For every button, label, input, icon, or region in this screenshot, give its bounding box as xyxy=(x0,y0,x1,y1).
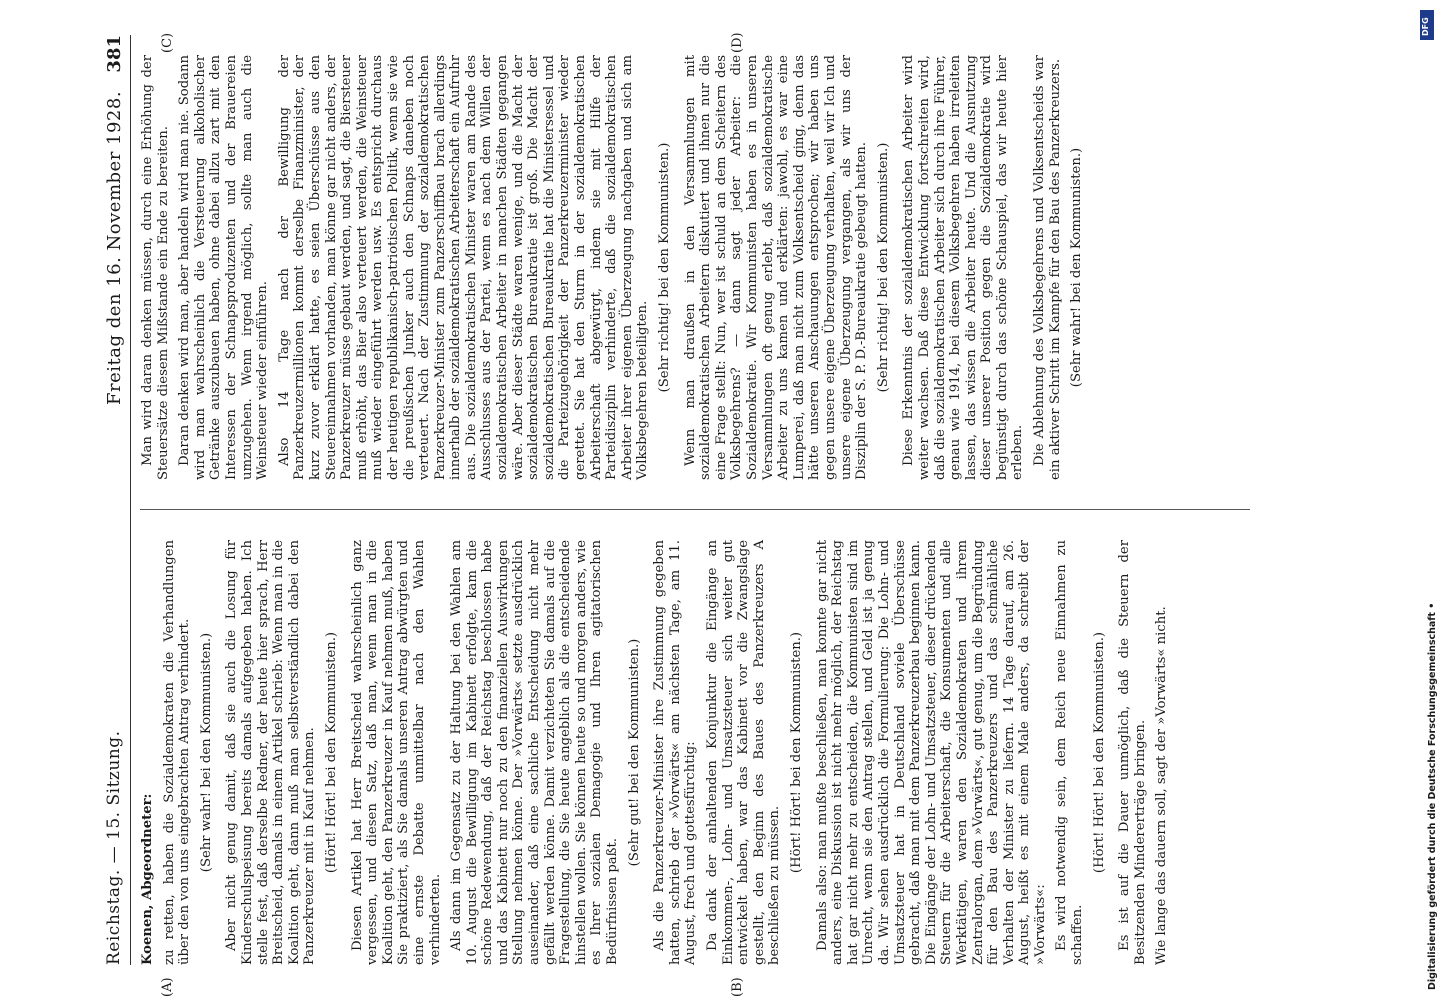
paragraph: Aber nicht genug damit, daß sie auch die Losung für Kinderschulspeisung bereits damals aufgegeben haben. Ich stelle fest, daß derselbe Redner, der heute hier sprach, Herr Breitscheid, damals in einem Artikel schrieb: Wenn man in die Koalition geht, dann muß man selbstverständlich dabei den Panzerkreuzer mit in Kauf nehmen. xyxy=(224,540,318,965)
paragraph: Damals also: man mußte beschließen, man konnte gar nicht anders, eine Diskussion ist nicht mehr möglich, der Reichstag hat gar nicht mehr zu entscheiden, die Kommunisten sind im Unrecht, wenn sie den Antrag stellen, und Geld ist ja genug da. Wir sehen ausdrücklich die Formulierung: Die Lohn- und Umsatzsteuer hat in Deutschland soviele Überschüsse gebracht, daß man mit dem Panzerkreuzerbau beginnen kann. Die Eingänge der Lohn- und Umsatzsteuer, dieser drückenden Steuern für die Arbeiterschaft, die Konsumenten und alle Werktätigen, waren den Sozialdemokraten und ihrem Zentralorgan, dem »Vorwärts«, gut genug, um die Begründung für den Bau des Panzerkreuzers und das schmähliche Verhalten der Minister zu liefern. 14 Tage darauf, am 26. August, heißt es mit einem Male anders, da schreibt der »Vorwärts«: xyxy=(814,540,1048,965)
interjection: (Hört! Hört! bei den Kommunisten.) xyxy=(1091,631,1107,874)
paragraph: Als dann im Gegensatz zu der Haltung bei den Wahlen am 10. August die Bewilligung im Kabinett erfolgte, kam die schöne Redewendung, daß der Reichstag beschlossen habe und das Kabinett nur noch zu den finanziellen Auswirkungen Stellung nehmen könne. Der »Vorwärts« setzte ausdrücklich auseinander, daß eine sachliche Entscheidung nicht mehr gefällt werden könne. Damit verzichteten Sie damals auf die Fragestellung, die Sie heute angeblich als die entscheidende hinstellen wollen. Sie können heute so und morgen anders, wie es Ihrer sozialen Demagogie und Ihren agitatorischen Bedürfnissen paßt. xyxy=(449,540,621,965)
rotated-page xyxy=(100,32,1310,997)
paragraph: zu retten, haben die Sozialdemokraten die Verhandlungen über den von uns eingebrachten Antrag verhindert. xyxy=(161,540,193,965)
header-rule xyxy=(130,35,131,965)
quotation: Man wird daran denken müssen, durch eine Erhöhung der Steuersätze diesem Mißstande ein Ende zu bereiten. xyxy=(140,55,171,480)
session-date: Freitag den 16. November 1928. xyxy=(104,90,125,405)
margin-marker-b: (B) xyxy=(730,977,745,997)
paragraph: Als die Panzerkreuzer-Minister ihre Zustimmung gegeben hatten, schrieb der »Vorwärts« am nächsten Tage, am 11. August, frech und gottesfürchtig: xyxy=(652,540,699,965)
quotation: Da dank der anhaltenden Konjunktur die Eingänge an Einkommen-, Lohn- und Umsatzsteuer sich weiter gut entwickelt haben, war das Kabinett vor die Zwangslage gestellt, den Beginn des Baues des Panzerkreuzers A beschließen zu müssen. xyxy=(705,540,783,965)
interjection: (Hört! Hört! bei den Kommunisten.) xyxy=(323,631,339,874)
paragraph: Diesen Artikel hat Herr Breitscheid wahrscheinlich ganz vergessen, und diesen Satz, daß man, wenn man in die Koalition geht, den Panzerkreuzer in Kauf nehmen muß, haben Sie praktiziert, als Sie damals unseren Antrag abwürgten und eine ernste Debatte unmittelbar nach den Wahlen verhinderten. xyxy=(349,540,443,965)
quotation: Es wird notwendig sein, dem Reich neue Einnahmen zu schaffen. xyxy=(1054,540,1086,965)
digitization-stamp xyxy=(1405,10,1438,990)
paragraph: Also 14 Tage nach der Bewilligung der Panzerkreuzermillionen kommt derselbe Finanzminister, der kurz zuvor erklärt hatte, es seien Überschüsse aus den Steuereinnahmen vorhanden, man könne gar nicht anders, der Panzerkreuzer müsse gebaut werden, und sagt, die Biersteuer muß erhöht, das Bier also verteuert werden, die Weinsteuer muß wieder eingeführt werden usw. Es entspricht durchaus der heutigen republikanisch-patriotischen Politik, wenn sie wie die preußischen Junker auch den Schnaps daneben noch verteuert. Nach der Zustimmung der sozialdemokratischen Panzerkreuzer-Minister zum Panzerschiffbau brach allerdings innerhalb der sozialdemokratischen Arbeiterschaft ein Aufruhr aus. Die sozialdemokratischen Minister waren am Rande des Ausschlusses aus der Partei, wenn es nach dem Willen der sozialdemokratischen Arbeiter in manchen Städten gegangen wäre. Aber dieser Städte waren wenige, und die Macht der sozialdemokratischen Bureaukratie ist groß. Die Macht der sozialdemokratischen Bureaukratie hat die Ministersessel und die Parteizugehörigkeit der Panzerkreuzerminister wieder gerettet. Sie hat den Sturm in der sozialdemokratischen Arbeiterschaft abgewürgt, indem sie mit Hilfe der Parteidisziplin verhinderte, daß die sozialdemokratischen Arbeiter ihrer eigenen Überzeugung nachgaben und sich am Volksbegehren beteiligten. xyxy=(276,55,651,480)
paragraph: Die Ablehnung des Volksbegehrens und Volksentscheids war ein aktiver Schritt im Kampfe für den Bau des Panzerkreuzers. xyxy=(1032,55,1063,480)
paragraph: Diese Erkenntnis der sozialdemokratischen Arbeiter wird weiter wachsen. Daß diese Entwicklung fortschreiten wird, daß die sozialdemokratischen Arbeiter sich durch ihre Führer, genau wie 1914, bei diesem Volksbegehren haben irreleiten lassen, das wissen die Arbeiter heute. Und die Ausnutzung dieser unserer Position gegen die Sozialdemokratie wird begünstigt durch das schöne Schauspiel, das wir heute hier erleben. xyxy=(901,55,1026,480)
left-column xyxy=(140,540,1176,965)
interjection: (Sehr wahr! bei den Kommunisten.) xyxy=(198,632,214,873)
right-column xyxy=(140,55,1095,480)
interjection: (Sehr gut! bei den Kommunisten.) xyxy=(626,638,642,867)
paragraph: Wie lange das dauern soll, sagt der »Vorwärts« nicht. xyxy=(1154,606,1170,965)
interjection: (Hört! Hört! bei den Kommunisten.) xyxy=(788,631,804,874)
page-number: 381 xyxy=(104,35,125,73)
interjection: (Sehr richtig! bei den Kommunisten.) xyxy=(657,142,672,393)
margin-marker-c: (C) xyxy=(160,32,175,53)
interjection: (Sehr wahr! bei den Kommunisten.) xyxy=(1069,147,1085,388)
interjection: (Sehr richtig! bei den Kommunisten.) xyxy=(875,142,891,393)
paragraph: Daran denken wird man, aber handeln wird man nie. Sodann wird man wahrscheinlich die Versteuerung alkoholischer Getränke auszubauen haben, ohne dabei allzu zart mit den Interessen der Schnapsproduzenten und der Brauereien umzugehen. Wenn irgend möglich, sollte man auch die Weinsteuer wieder einführen. xyxy=(177,55,271,480)
page-header xyxy=(100,35,128,965)
quotation: Es ist auf die Dauer unmöglich, daß die Steuern der Besitzenden Mindererträge bringen. xyxy=(1117,540,1148,965)
paragraph: Wenn man draußen in den Versammlungen mit sozialdemokratischen Arbeitern diskutiert und ihnen nur die eine Frage stellt: Nun, wer ist schuld an dem Scheitern des Volksbegehrens? — dann sagt jeder Arbeiter: die Sozialdemokratie. Wir Kommunisten haben es in unseren Versammlungen oft genug erlebt, daß sozialdemokratische Arbeiter zu uns kamen und erklärten: jawohl, es war eine Lumperei, daß man nicht zum Volksentscheid ging, denn das hätte unseren Anschauungen entsprochen; wir haben uns gegen unsere eigene Überzeugung verhalten, weil wir Ich und unsere eigene Überzeugung vergangen, als wir uns der Disziplin der S. P. D.-Bureaukratie gebeugt hatten. xyxy=(682,55,870,480)
column-divider xyxy=(140,509,1250,510)
speaker-name: Koenen, Abgeordneter: xyxy=(140,793,155,965)
running-head: Reichstag. — 15. Sitzung. xyxy=(104,730,124,965)
margin-marker-a: (A) xyxy=(160,977,175,997)
paragraph xyxy=(140,540,156,965)
margin-marker-d: (D) xyxy=(730,32,745,53)
dfg-logo: DFG xyxy=(1420,10,1434,40)
funding-notice: Digitalisierung gefördert durch die Deutsche Forschungsgemeinschaft • xyxy=(1427,602,1438,990)
